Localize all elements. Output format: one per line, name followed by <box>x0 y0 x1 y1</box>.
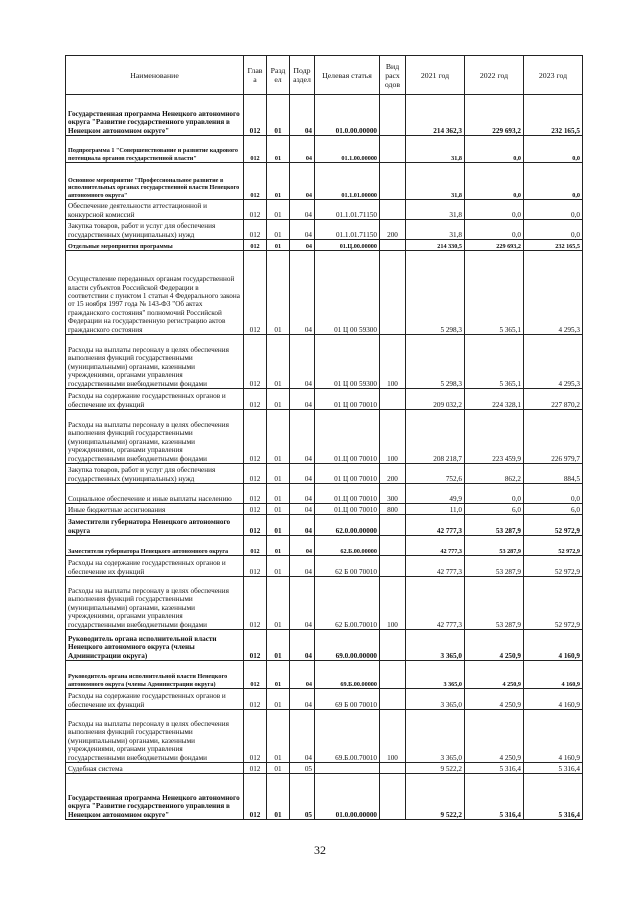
table-row <box>66 200 583 220</box>
row-razdel: 01 <box>267 410 290 464</box>
row-target-article: 01.0.00.00000 <box>315 95 380 136</box>
row-name: Судебная система <box>66 763 244 774</box>
row-glava: 012 <box>244 220 267 240</box>
row-value-2023: 5 316,4 <box>524 763 583 774</box>
table-row <box>66 95 583 136</box>
row-value-2021: 9 522,2 <box>406 763 465 774</box>
table-row <box>66 630 583 661</box>
row-podrazdel: 04 <box>290 464 315 484</box>
row-target-article: 62 Б 00 70010 <box>315 556 380 577</box>
table-row <box>66 240 583 251</box>
row-glava: 012 <box>244 536 267 556</box>
row-value-2022: 5 365,1 <box>465 251 524 335</box>
row-value-2021: 752,6 <box>406 464 465 484</box>
row-value-2023: 4 160,9 <box>524 710 583 763</box>
row-name: Закупка товаров, работ и услуг для обеспечения государственных (муниципальных) нужд <box>66 464 244 484</box>
row-name: Социальное обеспечение и иные выплаты населению <box>66 484 244 504</box>
row-glava: 012 <box>244 240 267 251</box>
row-target-article: 01.0.00.00000 <box>315 774 380 820</box>
row-podrazdel: 04 <box>290 200 315 220</box>
table-row <box>66 710 583 763</box>
row-value-2023: 52 972,9 <box>524 556 583 577</box>
header-2021: 2021 год <box>406 56 465 95</box>
row-glava: 012 <box>244 556 267 577</box>
row-glava: 012 <box>244 335 267 389</box>
row-glava: 012 <box>244 464 267 484</box>
row-expense-type <box>380 630 406 661</box>
row-glava: 012 <box>244 484 267 504</box>
row-value-2023: 4 295,3 <box>524 251 583 335</box>
row-target-article <box>315 763 380 774</box>
table-row <box>66 763 583 774</box>
header-2022: 2022 год <box>465 56 524 95</box>
row-razdel: 01 <box>267 136 290 163</box>
row-razdel: 01 <box>267 689 290 710</box>
row-expense-type: 100 <box>380 335 406 389</box>
row-glava: 012 <box>244 136 267 163</box>
row-target-article: 62 Б.00.70010 <box>315 577 380 630</box>
row-razdel: 01 <box>267 95 290 136</box>
row-name: Подпрограмма 1 "Совершенствование и развитие кадрового потенциала органов государственной власти" <box>66 136 244 163</box>
row-value-2021: 42 777,3 <box>406 536 465 556</box>
row-expense-type: 100 <box>380 410 406 464</box>
row-podrazdel: 04 <box>290 577 315 630</box>
row-glava: 012 <box>244 763 267 774</box>
row-podrazdel: 04 <box>290 335 315 389</box>
row-glava: 012 <box>244 689 267 710</box>
row-value-2022: 53 287,9 <box>465 515 524 536</box>
row-value-2022: 5 316,4 <box>465 774 524 820</box>
row-value-2022: 0,0 <box>465 136 524 163</box>
row-expense-type <box>380 251 406 335</box>
row-glava: 012 <box>244 774 267 820</box>
row-podrazdel: 04 <box>290 163 315 200</box>
row-razdel: 01 <box>267 577 290 630</box>
row-razdel: 01 <box>267 630 290 661</box>
row-value-2021: 42 777,3 <box>406 577 465 630</box>
row-value-2023: 52 972,9 <box>524 577 583 630</box>
row-value-2022: 223 459,9 <box>465 410 524 464</box>
row-glava: 012 <box>244 251 267 335</box>
row-name: Отдельные мероприятия программы <box>66 240 244 251</box>
row-value-2021: 3 365,0 <box>406 661 465 689</box>
budget-table <box>65 55 583 820</box>
row-razdel: 01 <box>267 389 290 410</box>
row-value-2021: 3 365,0 <box>406 630 465 661</box>
row-razdel: 01 <box>267 464 290 484</box>
row-podrazdel: 04 <box>290 95 315 136</box>
row-name: Руководитель органа исполнительной власти Ненецкого автономного округа (члены Администрации округа) <box>66 630 244 661</box>
row-value-2023: 232 165,5 <box>524 240 583 251</box>
row-glava: 012 <box>244 630 267 661</box>
row-value-2021: 5 298,3 <box>406 335 465 389</box>
row-podrazdel: 04 <box>290 504 315 515</box>
row-value-2022: 4 250,9 <box>465 661 524 689</box>
row-value-2023: 4 160,9 <box>524 630 583 661</box>
row-target-article: 62.Б.00.00000 <box>315 536 380 556</box>
row-target-article: 01.Ц 00 70010 <box>315 410 380 464</box>
row-target-article: 01 Ц 00 70010 <box>315 389 380 410</box>
row-value-2022: 4 250,9 <box>465 689 524 710</box>
row-name: Расходы на содержание государственных органов и обеспечение их функций <box>66 389 244 410</box>
row-value-2022: 6,0 <box>465 504 524 515</box>
row-glava: 012 <box>244 504 267 515</box>
row-expense-type <box>380 136 406 163</box>
row-expense-type <box>380 95 406 136</box>
row-podrazdel: 04 <box>290 136 315 163</box>
row-glava: 012 <box>244 577 267 630</box>
row-value-2022: 4 250,9 <box>465 630 524 661</box>
row-target-article: 01.1.01.71150 <box>315 220 380 240</box>
row-name: Государственная программа Ненецкого автономного округа "Развитие государственного управления в Ненецком автономном округе" <box>66 95 244 136</box>
row-value-2022: 53 287,9 <box>465 577 524 630</box>
row-expense-type: 100 <box>380 577 406 630</box>
row-value-2023: 52 972,9 <box>524 515 583 536</box>
header-glava: Глав а <box>244 56 267 95</box>
row-target-article: 01 Ц 00 70010 <box>315 464 380 484</box>
table-body <box>66 95 583 820</box>
row-value-2021: 31,8 <box>406 136 465 163</box>
row-value-2023: 232 165,5 <box>524 95 583 136</box>
row-value-2023: 884,5 <box>524 464 583 484</box>
table-row <box>66 774 583 820</box>
row-value-2022: 4 250,9 <box>465 710 524 763</box>
row-name: Основное мероприятие "Профессиональное развитие в исполнительных органах государственной власти Ненецкого автономного округа" <box>66 163 244 200</box>
row-expense-type: 200 <box>380 464 406 484</box>
table-row <box>66 464 583 484</box>
row-podrazdel: 04 <box>290 689 315 710</box>
row-glava: 012 <box>244 163 267 200</box>
row-glava: 012 <box>244 661 267 689</box>
row-glava: 012 <box>244 95 267 136</box>
row-name: Расходы на выплаты персоналу в целях обеспечения выполнения функций государственными (муниципальными) органами, казенными учреждениями, органами управления государственными внебюджетными фондами <box>66 710 244 763</box>
row-target-article: 01.1.00.00000 <box>315 136 380 163</box>
row-target-article: 01 Ц 00 59300 <box>315 251 380 335</box>
row-value-2021: 42 777,3 <box>406 515 465 536</box>
row-podrazdel: 04 <box>290 484 315 504</box>
row-expense-type <box>380 536 406 556</box>
header-razdel: Разд ел <box>267 56 290 95</box>
row-podrazdel: 04 <box>290 556 315 577</box>
row-value-2022: 5 316,4 <box>465 763 524 774</box>
row-value-2023: 227 870,2 <box>524 389 583 410</box>
table-row <box>66 335 583 389</box>
row-target-article: 69.Б.00.00000 <box>315 661 380 689</box>
row-value-2022: 0,0 <box>465 220 524 240</box>
row-razdel: 01 <box>267 220 290 240</box>
row-expense-type: 300 <box>380 484 406 504</box>
row-value-2021: 11,0 <box>406 504 465 515</box>
row-name: Государственная программа Ненецкого автономного округа "Развитие государственного управления в Ненецком автономном округе" <box>66 774 244 820</box>
row-value-2021: 3 365,0 <box>406 710 465 763</box>
row-razdel: 01 <box>267 484 290 504</box>
row-value-2021: 214 330,5 <box>406 240 465 251</box>
row-name: Осуществление переданных органам государственной власти субъектов Российской Федерации в соответствии с пунктом 1 статьи 4 Федерального закона от 15 ноября 1997 года № 143-ФЗ "Об актах гражданского состояния" полномочий Российской Федерации на государственную регистрацию актов гражданского состояния <box>66 251 244 335</box>
row-razdel: 01 <box>267 774 290 820</box>
row-value-2023: 4 160,9 <box>524 661 583 689</box>
row-podrazdel: 04 <box>290 630 315 661</box>
row-razdel: 01 <box>267 240 290 251</box>
row-name: Расходы на выплаты персоналу в целях обеспечения выполнения функций государственными (муниципальными) органами, казенными учреждениями, органами управления государственными внебюджетными фондами <box>66 410 244 464</box>
row-value-2023: 6,0 <box>524 504 583 515</box>
row-value-2023: 0,0 <box>524 200 583 220</box>
row-razdel: 01 <box>267 504 290 515</box>
row-name: Заместители губернатора Ненецкого автономного округа <box>66 536 244 556</box>
row-name: Закупка товаров, работ и услуг для обеспечения государственных (муниципальных) нужд <box>66 220 244 240</box>
row-expense-type <box>380 163 406 200</box>
table-row <box>66 577 583 630</box>
row-value-2022: 53 287,9 <box>465 536 524 556</box>
table-row <box>66 504 583 515</box>
header-target-article: Целевая статья <box>315 56 380 95</box>
row-razdel: 01 <box>267 200 290 220</box>
row-value-2023: 0,0 <box>524 163 583 200</box>
row-target-article: 01.1.01.71150 <box>315 200 380 220</box>
table-row <box>66 689 583 710</box>
row-name: Расходы на содержание государственных органов и обеспечение их функций <box>66 689 244 710</box>
row-expense-type: 200 <box>380 220 406 240</box>
row-value-2022: 224 328,1 <box>465 389 524 410</box>
row-value-2021: 209 032,2 <box>406 389 465 410</box>
row-podrazdel: 05 <box>290 774 315 820</box>
row-value-2021: 214 362,3 <box>406 95 465 136</box>
row-value-2022: 0,0 <box>465 484 524 504</box>
row-name: Расходы на выплаты персоналу в целях обеспечения выполнения функций государственными (муниципальными) органами, казенными учреждениями, органами управления государственными внебюджетными фондами <box>66 335 244 389</box>
row-value-2023: 0,0 <box>524 484 583 504</box>
row-value-2021: 3 365,0 <box>406 689 465 710</box>
row-podrazdel: 04 <box>290 536 315 556</box>
table-row <box>66 163 583 200</box>
row-glava: 012 <box>244 200 267 220</box>
row-expense-type <box>380 200 406 220</box>
page-number: 32 <box>314 843 326 857</box>
row-value-2023: 0,0 <box>524 220 583 240</box>
row-podrazdel: 05 <box>290 763 315 774</box>
row-name: Руководитель органа исполнительной власти Ненецкого автономного округа (члены Администрации округа) <box>66 661 244 689</box>
row-name: Заместители губернатора Ненецкого автономного округа <box>66 515 244 536</box>
table-row <box>66 484 583 504</box>
row-value-2022: 5 365,1 <box>465 335 524 389</box>
header-podrazdel: Подр аздел <box>290 56 315 95</box>
row-podrazdel: 04 <box>290 515 315 536</box>
row-value-2023: 4 295,3 <box>524 335 583 389</box>
row-value-2022: 229 693,2 <box>465 240 524 251</box>
row-expense-type <box>380 763 406 774</box>
row-razdel: 01 <box>267 536 290 556</box>
row-target-article: 01 Ц 00 59300 <box>315 335 380 389</box>
row-value-2021: 9 522,2 <box>406 774 465 820</box>
row-target-article: 69.Б.00.70010 <box>315 710 380 763</box>
row-razdel: 01 <box>267 710 290 763</box>
table-row <box>66 556 583 577</box>
table-row <box>66 220 583 240</box>
row-value-2021: 49,9 <box>406 484 465 504</box>
row-target-article: 01.Ц.00.00000 <box>315 240 380 251</box>
row-name: Расходы на выплаты персоналу в целях обеспечения выполнения функций государственными (муниципальными) органами, казенными учреждениями, органами управления государственными внебюджетными фондами <box>66 577 244 630</box>
row-podrazdel: 04 <box>290 251 315 335</box>
row-name: Иные бюджетные ассигнования <box>66 504 244 515</box>
row-glava: 012 <box>244 389 267 410</box>
row-target-article: 01.Ц 00 70010 <box>315 484 380 504</box>
row-value-2023: 52 972,9 <box>524 536 583 556</box>
row-value-2021: 5 298,3 <box>406 251 465 335</box>
row-target-article: 01.Ц 00 70010 <box>315 504 380 515</box>
table-row <box>66 136 583 163</box>
table-row <box>66 661 583 689</box>
row-value-2023: 226 979,7 <box>524 410 583 464</box>
row-value-2021: 31,8 <box>406 200 465 220</box>
row-name: Расходы на содержание государственных органов и обеспечение их функций <box>66 556 244 577</box>
table-row <box>66 515 583 536</box>
row-expense-type: 800 <box>380 504 406 515</box>
row-target-article: 69 Б 00 70010 <box>315 689 380 710</box>
row-value-2022: 0,0 <box>465 200 524 220</box>
table-row <box>66 536 583 556</box>
row-target-article: 62.0.00.00000 <box>315 515 380 536</box>
row-glava: 012 <box>244 515 267 536</box>
row-expense-type <box>380 689 406 710</box>
row-razdel: 01 <box>267 556 290 577</box>
header-name: Наименование <box>66 56 244 95</box>
row-target-article: 69.0.00.00000 <box>315 630 380 661</box>
row-glava: 012 <box>244 410 267 464</box>
row-value-2023: 0,0 <box>524 136 583 163</box>
header-2023: 2023 год <box>524 56 583 95</box>
row-expense-type <box>380 661 406 689</box>
row-expense-type: 100 <box>380 710 406 763</box>
row-expense-type <box>380 389 406 410</box>
row-expense-type <box>380 774 406 820</box>
row-podrazdel: 04 <box>290 240 315 251</box>
row-value-2021: 31,8 <box>406 220 465 240</box>
row-podrazdel: 04 <box>290 389 315 410</box>
row-expense-type <box>380 240 406 251</box>
row-razdel: 01 <box>267 515 290 536</box>
row-expense-type <box>380 515 406 536</box>
row-glava: 012 <box>244 710 267 763</box>
row-podrazdel: 04 <box>290 410 315 464</box>
row-podrazdel: 04 <box>290 661 315 689</box>
header-row <box>66 56 583 95</box>
row-podrazdel: 04 <box>290 220 315 240</box>
table-row <box>66 251 583 335</box>
row-expense-type <box>380 556 406 577</box>
table-row <box>66 389 583 410</box>
row-razdel: 01 <box>267 251 290 335</box>
row-value-2022: 862,2 <box>465 464 524 484</box>
row-target-article: 01.1.01.00000 <box>315 163 380 200</box>
row-value-2023: 4 160,9 <box>524 689 583 710</box>
row-value-2023: 5 316,4 <box>524 774 583 820</box>
row-name: Обеспечение деятельности аттестационной и конкурсной комиссий <box>66 200 244 220</box>
row-value-2022: 0,0 <box>465 163 524 200</box>
header-expense-type: Вид расх одов <box>380 56 406 95</box>
row-value-2021: 42 777,3 <box>406 556 465 577</box>
row-razdel: 01 <box>267 661 290 689</box>
row-value-2022: 229 693,2 <box>465 95 524 136</box>
row-value-2022: 53 287,9 <box>465 556 524 577</box>
row-razdel: 01 <box>267 163 290 200</box>
row-value-2021: 208 218,7 <box>406 410 465 464</box>
row-razdel: 01 <box>267 335 290 389</box>
row-podrazdel: 04 <box>290 710 315 763</box>
row-razdel: 01 <box>267 763 290 774</box>
table-row <box>66 410 583 464</box>
row-value-2021: 31,8 <box>406 163 465 200</box>
